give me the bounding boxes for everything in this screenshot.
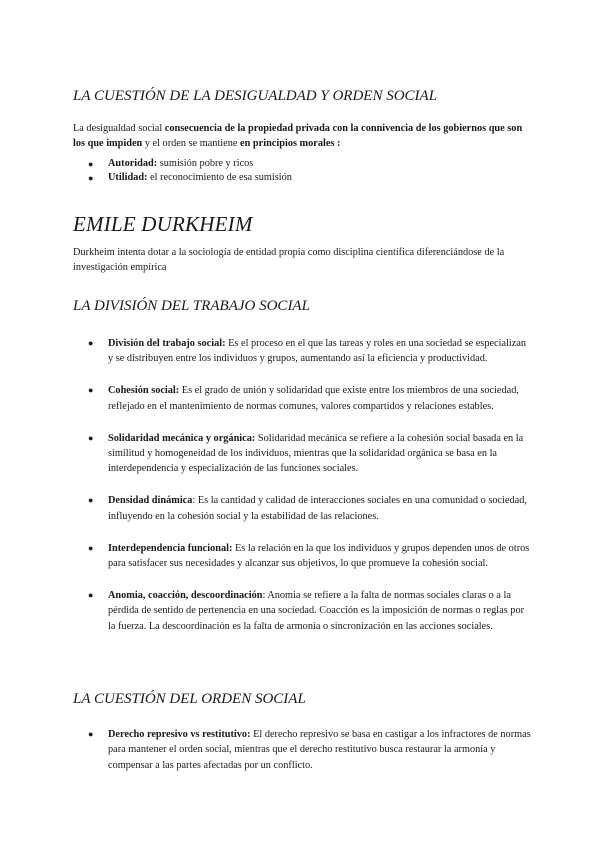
item-text: Es la relación en la que los individuos y grupos dependen unos de otros para satisfacer sus necesidades y alcanzar sus objetivos, lo que promueve la cohesión social. [108, 542, 530, 570]
list-desigualdad [73, 157, 533, 185]
item-text: : Anomia se refiere a la falta de normas sociales claras o a la pérdida de sentido de pertenencia en una sociedad. Coacción es la imposición de normas o reglas por la fuerza. La descoordinación es la falta de armonía o sincronización en las acciones sociales. [108, 589, 525, 632]
item-term: Anomia, coacción, descoordinación [108, 589, 263, 601]
bullet-icon: ● [88, 338, 94, 348]
list-item [73, 431, 533, 477]
list-item [73, 588, 533, 634]
list-item [73, 171, 533, 185]
bullet-icon: ● [88, 495, 94, 506]
item-term: Cohesión social: [108, 385, 180, 397]
heading-division: LA DIVISIÓN DEL TRABAJO SOCIAL [73, 298, 310, 314]
item-term: Derecho represivo vs restitutivo: [108, 729, 251, 740]
item-term: Interdependencia funcional: [108, 542, 233, 554]
paragraph-durkheim: Durkheim intenta dotar a la sociología de entidad propia como disciplina científica diferenciándose de la investigación empírica [73, 247, 505, 273]
item-text: sumisión pobre y ricos [157, 158, 254, 169]
item-text: El derecho represivo se basa en castigar a los infractores de normas para mantener el orden social, mientras que el derecho restitutivo busca restaurar la armonía y compensar a las partes afectadas por un conflicto. [108, 729, 531, 771]
item-term: Densidad dinámica [108, 495, 193, 507]
list-orden [73, 727, 533, 773]
intro-bold-2: en principios morales : [240, 137, 341, 149]
bullet-icon: ● [88, 385, 94, 396]
intro-text-1: La desigualdad social [73, 123, 165, 134]
bullet-icon: ● [88, 542, 94, 553]
intro-bold-1: consecuencia de la propiedad privada con la connivencia de los gobiernos que son los que impiden [73, 123, 523, 149]
bullet-icon: ● [88, 729, 94, 739]
item-text: Es el proceso en el que las tareas y roles en una sociedad se especializan y se distribuyen entre los individuos y grupos, aumentando así la eficiencia y productividad. [108, 338, 527, 365]
intro-text-2: y el orden se mantiene [142, 137, 241, 149]
list-item [73, 541, 533, 572]
list-item [73, 727, 533, 773]
heading-durkheim: EMILE DURKHEIM [73, 212, 253, 236]
item-term: Solidaridad mecánica y orgánica: [108, 432, 256, 444]
bullet-icon: ● [88, 432, 94, 443]
item-term: División del trabajo social: [108, 338, 226, 349]
list-item [73, 493, 533, 524]
list-division [73, 336, 533, 651]
item-text: Solidaridad mecánica se refiere a la cohesión social basada en la similitud y homogeneidad de los individuos, mientras que la solidaridad orgánica se basa en la interdependencia y especialización de las funciones sociales. [108, 432, 524, 475]
item-term: Autoridad: [108, 158, 158, 169]
item-term: Utilidad: [108, 172, 148, 184]
item-text: : Es la cantidad y calidad de interacciones sociales en una comunidad o sociedad, influyendo en la cohesión social y la estabilidad de las relaciones. [108, 495, 527, 522]
intro-desigualdad [73, 122, 533, 152]
heading-orden: LA CUESTIÓN DEL ORDEN SOCIAL [73, 691, 306, 707]
list-item [73, 336, 533, 367]
heading-desigualdad: LA CUESTIÓN DE LA DESIGUALDAD Y ORDEN SOCIAL [73, 88, 438, 104]
list-item [73, 157, 533, 171]
bullet-icon: ● [88, 173, 94, 184]
item-text: Es el grado de unión y solidaridad que existe entre los miembros de una sociedad, reflejado en el mantenimiento de normas comunes, valores compartidos y relaciones estables. [108, 385, 519, 412]
item-text: el reconocimiento de esa sumisión [147, 172, 292, 184]
bullet-icon: ● [88, 159, 94, 169]
bullet-icon: ● [88, 589, 94, 600]
list-item [73, 383, 533, 414]
